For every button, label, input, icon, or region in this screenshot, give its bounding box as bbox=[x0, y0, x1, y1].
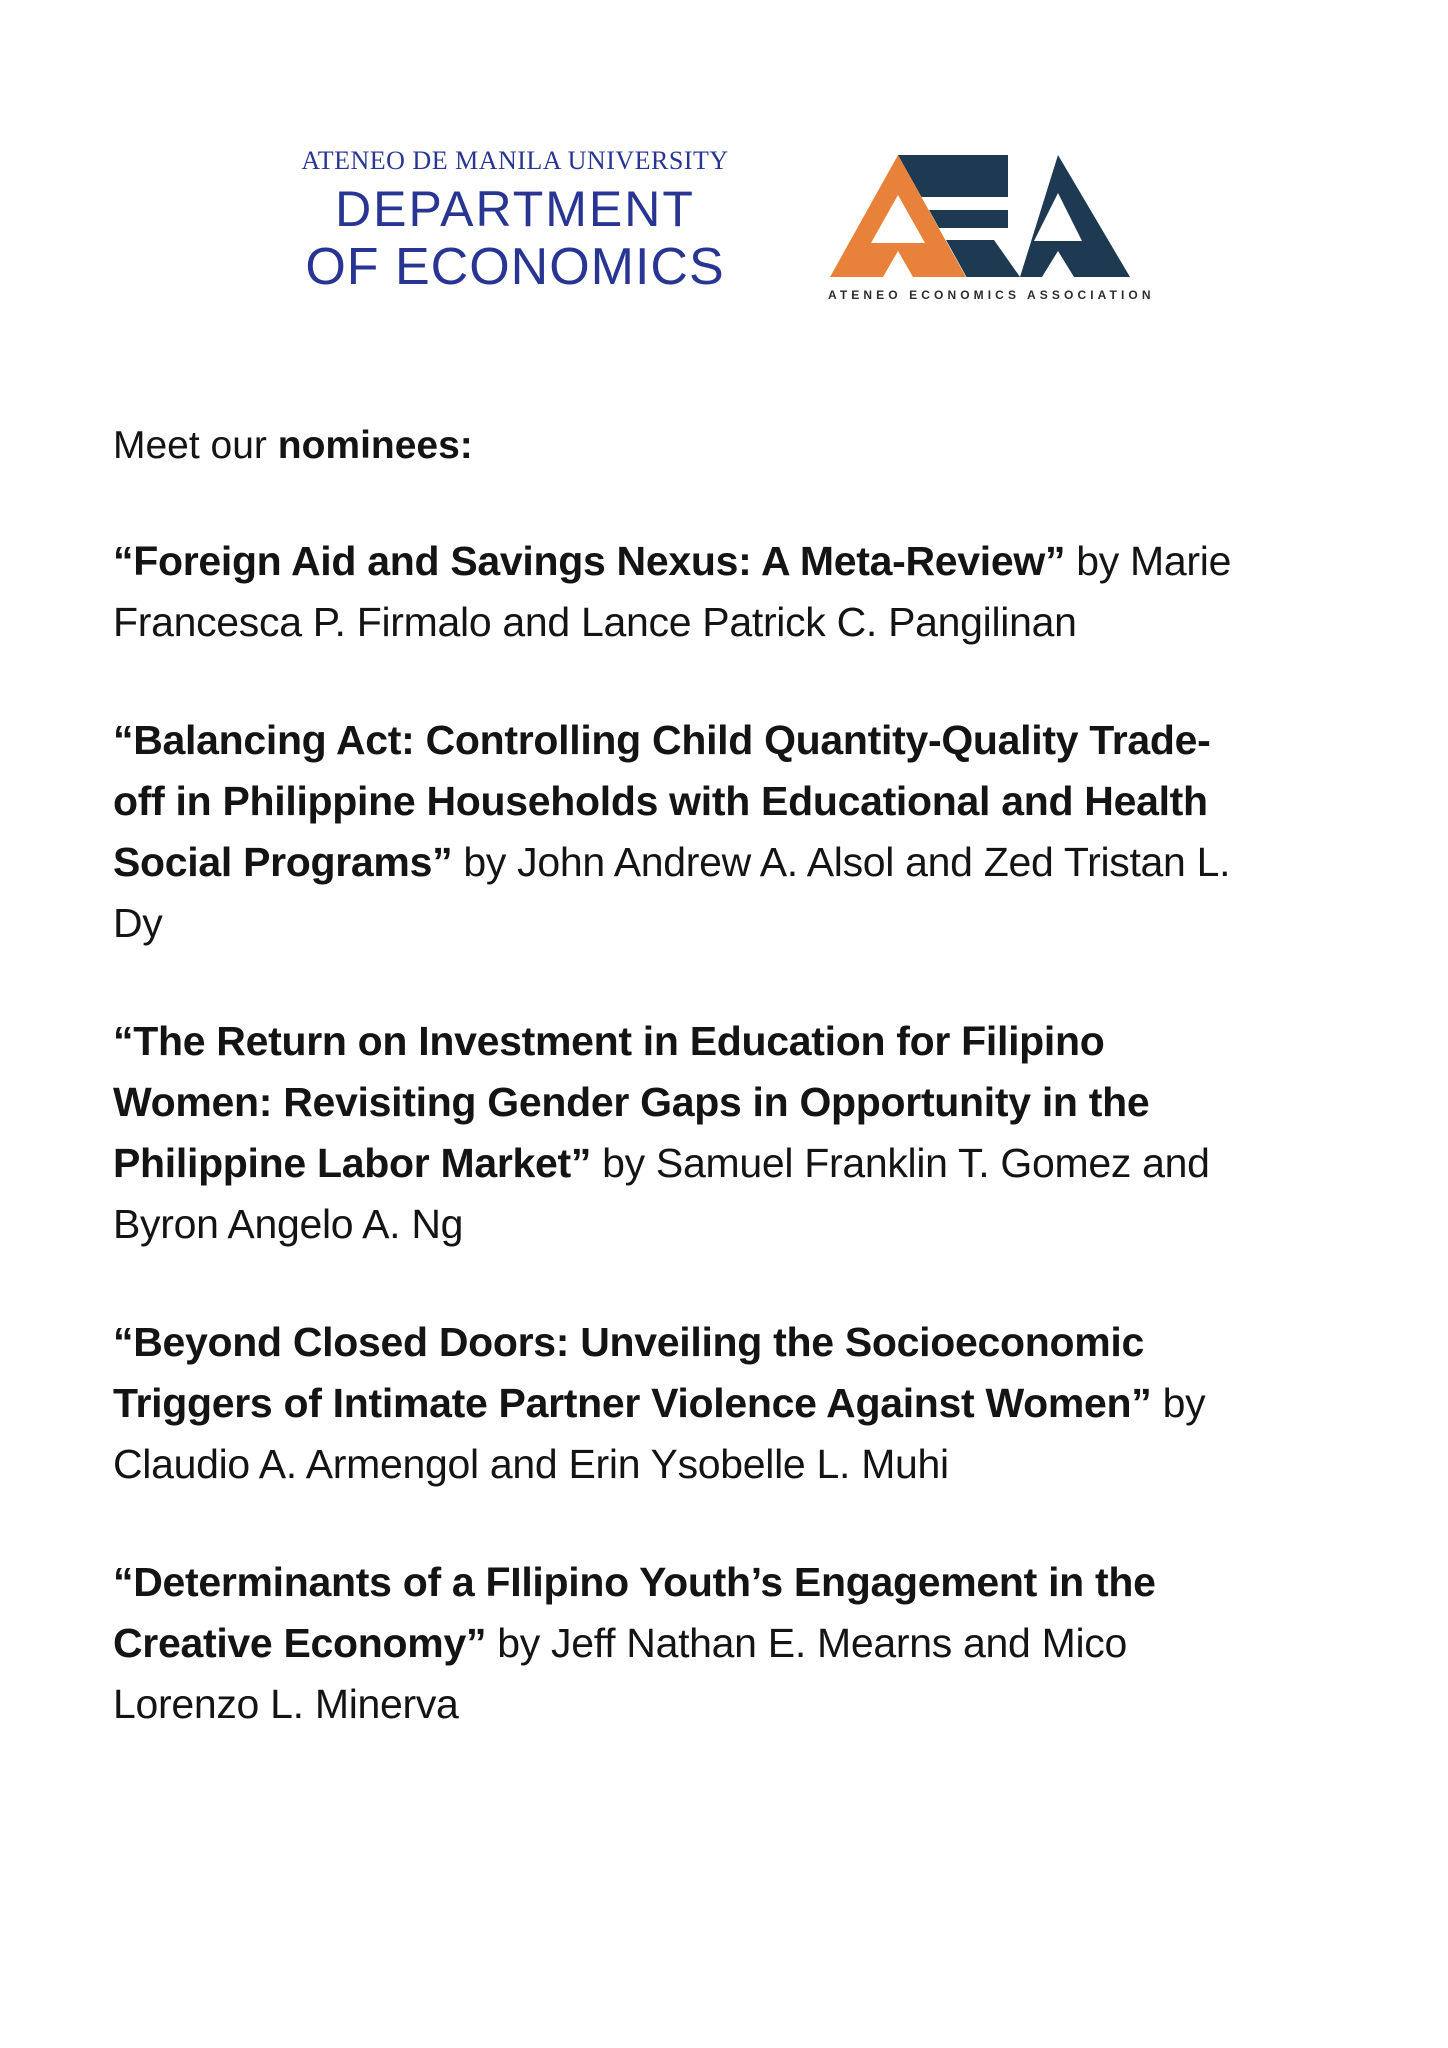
department-wordmark bbox=[215, 146, 815, 296]
aea-letter-a-right bbox=[1020, 155, 1130, 277]
aea-logo-icon bbox=[830, 155, 1135, 277]
nominee-authors: by Marie Francesca P. Firmalo and Lance Patrick C. Pangilinan bbox=[113, 538, 1232, 645]
department-line1: DEPARTMENT bbox=[335, 181, 695, 237]
nominee-title: “Determinants of a FIlipino Youth’s Engagement in the Creative Economy” bbox=[113, 1559, 1156, 1666]
nominee-authors: by Samuel Franklin T. Gomez and Byron Angelo A. Ng bbox=[113, 1140, 1210, 1247]
nominee-title: “Foreign Aid and Savings Nexus: A Meta-Review” bbox=[113, 538, 1066, 584]
nominees-section bbox=[113, 418, 1243, 1735]
nominee-list bbox=[113, 531, 1243, 1735]
nominee-authors: by Jeff Nathan E. Mearns and Mico Lorenzo L. Minerva bbox=[113, 1620, 1127, 1727]
nominee-entry bbox=[113, 710, 1243, 954]
nominee-title: “Balancing Act: Controlling Child Quantity-Quality Trade-off in Philippine Households with Educational and Health Social Programs” bbox=[113, 717, 1211, 885]
nominee-entry bbox=[113, 1552, 1243, 1735]
nominee-entry bbox=[113, 531, 1243, 653]
university-name: ATENEO DE MANILA UNIVERSITY bbox=[301, 146, 729, 175]
intro-line bbox=[113, 418, 1243, 474]
intro-bold: nominees: bbox=[277, 424, 473, 467]
nominee-authors: by John Andrew A. Alsol and Zed Tristan L. Dy bbox=[113, 839, 1231, 946]
nominee-authors: by Claudio A. Armengol and Erin Ysobelle L. Muhi bbox=[113, 1380, 1206, 1487]
department-line2: OF ECONOMICS bbox=[305, 238, 725, 296]
intro-prefix: Meet our bbox=[113, 424, 278, 467]
nominee-title: “Beyond Closed Doors: Unveiling the Socioeconomic Triggers of Intimate Partner Violence Against Women” bbox=[113, 1319, 1152, 1426]
nominee-title: “The Return on Investment in Education for Filipino Women: Revisiting Gender Gaps in Opportunity in the Philippine Labor Market” bbox=[113, 1018, 1150, 1186]
nominee-entry bbox=[113, 1312, 1243, 1495]
aea-logo-tagline: ATENEO ECONOMICS ASSOCIATION bbox=[828, 288, 1155, 302]
aea-logo bbox=[828, 155, 1155, 302]
nominee-entry bbox=[113, 1011, 1243, 1255]
